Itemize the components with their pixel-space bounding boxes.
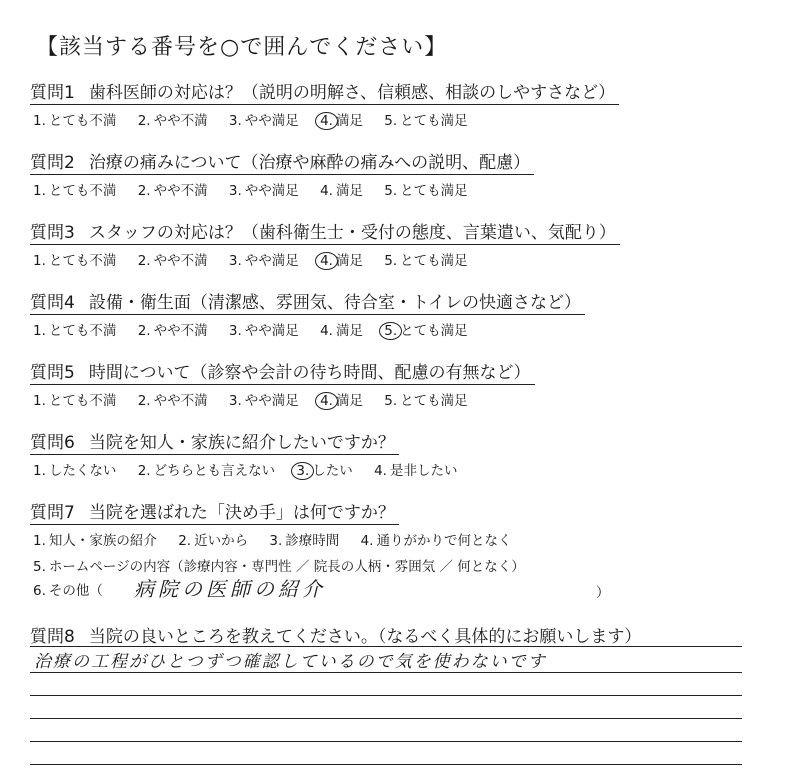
- circled-answer: 4.: [315, 252, 338, 270]
- question-7: [30, 498, 760, 607]
- question-6-text: 当院を知人・家族に紹介したいですか？: [88, 433, 395, 453]
- option-3[interactable]: 3. やや満足: [228, 113, 299, 129]
- question-5: [30, 358, 760, 410]
- option-3[interactable]: 3. やや満足: [228, 323, 299, 339]
- question-5-label: 質問5: [30, 363, 75, 383]
- option-3[interactable]: 3. 診療時間: [269, 533, 340, 549]
- question-1-label: 質問1: [30, 83, 75, 103]
- option-1[interactable]: 1. とても不満: [33, 323, 117, 339]
- question-3-text: スタッフの対応は？（歯科衛生士・受付の態度、言葉遣い、気配り）: [88, 223, 616, 243]
- question-2-label: 質問2: [30, 153, 75, 173]
- question-6: [30, 428, 760, 480]
- option-2[interactable]: 2. 近いから: [178, 533, 249, 549]
- option-5[interactable]: 5. とても満足: [384, 253, 468, 269]
- option-5[interactable]: 5. ホームページの内容（診療内容・専門性 ／ 院長の人柄・雰囲気 ／ 何となく）: [33, 559, 525, 575]
- option-2[interactable]: 2. やや不満: [137, 323, 208, 339]
- answer-line-3[interactable]: [30, 695, 742, 696]
- question-8: [30, 622, 760, 648]
- circled-answer: 4.: [315, 112, 338, 130]
- question-1: [30, 78, 760, 130]
- page-heading: 【該当する番号を○で囲んでください】: [36, 35, 448, 60]
- question-6-title: [30, 428, 399, 455]
- question-7-options-row3: [30, 579, 760, 607]
- question-5-text: 時間について（診察や会計の待ち時間、配慮の有無など）: [88, 363, 531, 383]
- question-5-options: [30, 389, 760, 410]
- option-2[interactable]: 2. やや不満: [137, 113, 208, 129]
- answer-line-4[interactable]: [30, 718, 742, 719]
- answer-line-6[interactable]: [30, 764, 742, 765]
- option-4-selected[interactable]: 4. 満足: [317, 389, 363, 410]
- option-1[interactable]: 1. 知人・家族の紹介: [33, 533, 157, 549]
- question-8-title: [30, 622, 645, 648]
- option-4-selected[interactable]: 4. 満足: [317, 109, 363, 130]
- circled-answer: 4.: [315, 392, 338, 410]
- option-4[interactable]: 4. 通りがかりで何となく: [360, 533, 512, 549]
- option-3[interactable]: 3. やや満足: [228, 253, 299, 269]
- handwritten-q8-answer: 治療の工程がひとつずつ確認しているので気を使わないです: [34, 652, 547, 672]
- question-2-options: [30, 179, 760, 199]
- question-5-title: [30, 358, 535, 385]
- question-1-text: 歯科医師の対応は？（説明の明解さ、信頼感、相談のしやすさなど）: [88, 83, 616, 103]
- question-3-options: [30, 249, 760, 270]
- answer-line-2[interactable]: [30, 672, 742, 673]
- question-8-text: 当院の良いところを教えてください。（なるべく具体的にお願いします）: [88, 627, 642, 647]
- question-4-options: [30, 319, 760, 340]
- option-3[interactable]: 3. やや満足: [228, 183, 299, 199]
- question-3-title: [30, 218, 620, 245]
- option-5[interactable]: 5. とても満足: [384, 183, 468, 199]
- question-1-options: [30, 109, 760, 130]
- option-2[interactable]: 2. やや不満: [137, 253, 208, 269]
- option-1[interactable]: 1. したくない: [33, 463, 117, 479]
- question-8-label: 質問8: [30, 627, 75, 647]
- option-4-selected[interactable]: 4. 満足: [317, 249, 363, 270]
- option-2[interactable]: 2. やや不満: [137, 183, 208, 199]
- question-1-title: [30, 78, 619, 105]
- question-7-options-row1: [30, 529, 760, 549]
- question-2-text: 治療の痛みについて（治療や麻酔の痛みへの説明、配慮）: [88, 153, 531, 173]
- option-3[interactable]: 3. やや満足: [228, 393, 299, 409]
- option-5[interactable]: 5. とても満足: [384, 393, 468, 409]
- question-7-text: 当院を選ばれた「決め手」は何ですか？: [88, 503, 395, 523]
- question-2-title: [30, 148, 534, 175]
- question-4-text: 設備・衛生面（清潔感、雰囲気、待合室・トイレの快適さなど）: [88, 293, 581, 313]
- question-4: [30, 288, 760, 340]
- question-7-title: [30, 498, 399, 525]
- option-1[interactable]: 1. とても不満: [33, 113, 117, 129]
- option-4[interactable]: 4. 満足: [320, 323, 363, 339]
- question-7-label: 質問7: [30, 503, 75, 523]
- option-6-other[interactable]: 6. その他（: [33, 583, 103, 599]
- option-5-selected[interactable]: 5. とても満足: [381, 319, 467, 340]
- option-1[interactable]: 1. とても不満: [33, 393, 117, 409]
- handwritten-other-answer: 病院の医師の紹介: [134, 577, 326, 601]
- option-4[interactable]: 4. 満足: [320, 183, 363, 199]
- circled-answer: 3.: [291, 462, 314, 480]
- question-6-options: [30, 459, 760, 480]
- question-4-label: 質問4: [30, 293, 75, 313]
- question-4-title: [30, 288, 585, 315]
- option-2[interactable]: 2. どちらとも言えない: [137, 463, 276, 479]
- option-4[interactable]: 4. 是非したい: [374, 463, 458, 479]
- option-3-selected[interactable]: 3. したい: [293, 459, 352, 480]
- other-close-paren: ）: [596, 585, 610, 601]
- question-7-options-row2: [30, 555, 760, 575]
- question-3: [30, 218, 760, 270]
- question-6-label: 質問6: [30, 433, 75, 453]
- option-2[interactable]: 2. やや不満: [137, 393, 208, 409]
- circled-answer: 5.: [379, 322, 402, 340]
- question-3-label: 質問3: [30, 223, 75, 243]
- question-2: [30, 148, 760, 199]
- option-5[interactable]: 5. とても満足: [384, 113, 468, 129]
- option-1[interactable]: 1. とても不満: [33, 253, 117, 269]
- option-1[interactable]: 1. とても不満: [33, 183, 117, 199]
- answer-line-5[interactable]: [30, 741, 742, 742]
